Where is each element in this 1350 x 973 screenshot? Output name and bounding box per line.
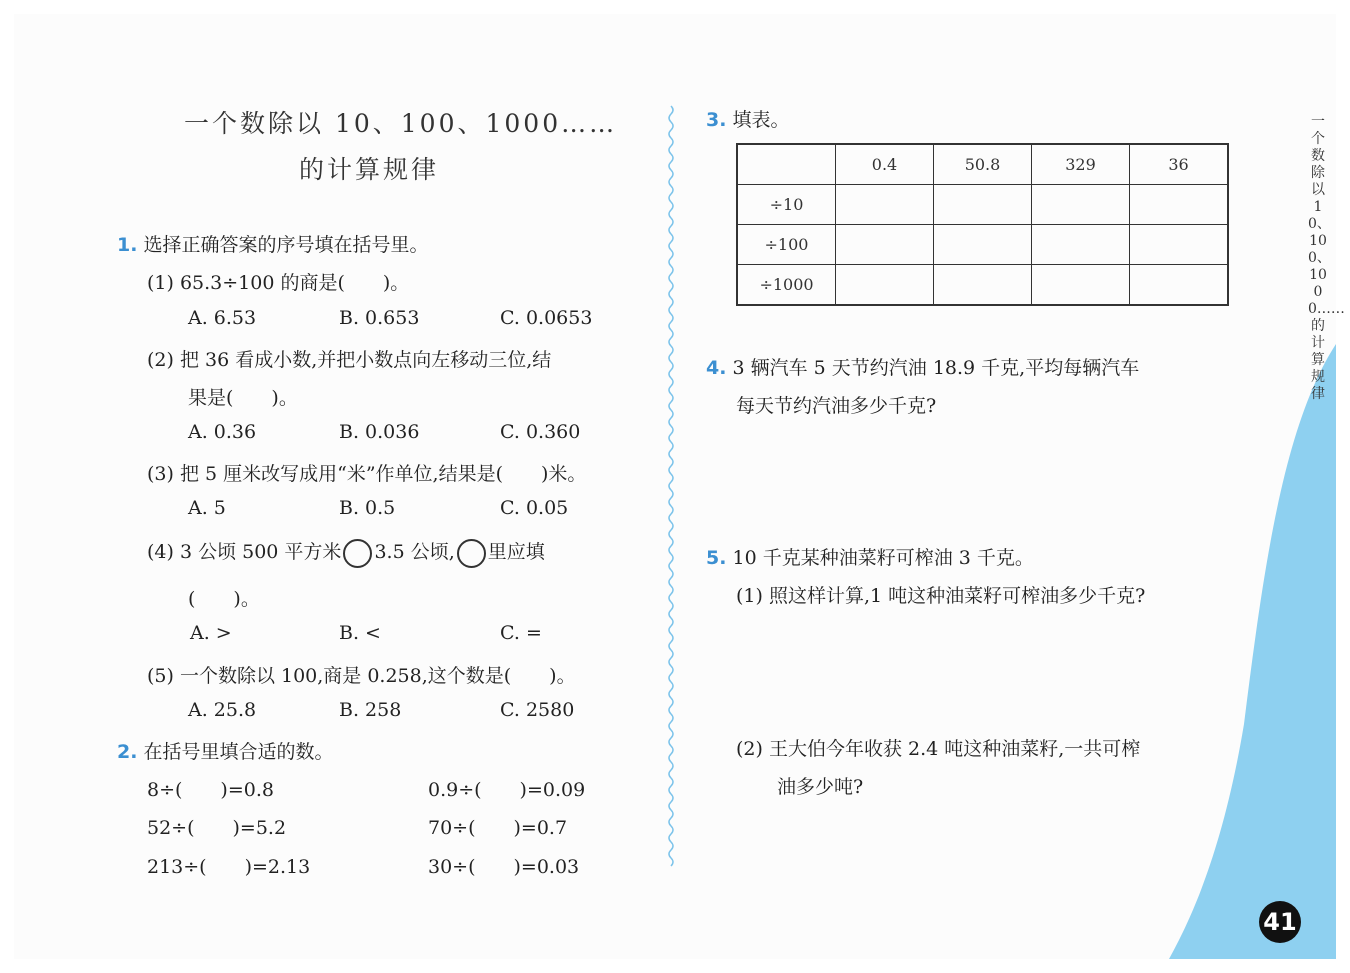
- sidebar-chapter-title: 一个数除以10、100、1000……的计算规律: [1308, 114, 1345, 402]
- q1-item-2-stem: (2) 把 36 看成小数,并把小数点向左移动三位,结: [147, 349, 552, 371]
- q1-item-3-stem: (3) 把 5 厘米改写成用“米”作单位,结果是( )米。: [147, 463, 587, 485]
- question-4-cont: 每天节约汽油多少千克?: [736, 395, 937, 417]
- answer-cell[interactable]: [1130, 185, 1229, 225]
- q1-item-3-option-b: B. 0.5: [339, 497, 396, 519]
- answer-cell[interactable]: [836, 265, 934, 306]
- q1-item-5-option-b: B. 258: [339, 699, 402, 721]
- page-title-line1: 一个数除以 10、100、1000……: [184, 109, 618, 138]
- question-number: 1.: [117, 234, 138, 256]
- answer-cell[interactable]: [1130, 265, 1229, 306]
- comparison-circle: [343, 539, 372, 568]
- q1-item-4-option-a: A. >: [190, 622, 232, 644]
- question-5: [706, 543, 1034, 570]
- table-header-cell: [737, 144, 836, 185]
- column-divider: [666, 106, 676, 866]
- answer-cell[interactable]: [934, 185, 1032, 225]
- answer-cell[interactable]: [1032, 225, 1130, 265]
- question-number: 4.: [706, 357, 727, 379]
- q5-sub-1: (1) 照这样计算,1 吨这种油菜籽可榨油多少千克?: [736, 585, 1146, 607]
- question-number: 2.: [117, 741, 138, 763]
- table-row: [737, 265, 1228, 306]
- table-row-label: ÷10: [737, 185, 836, 225]
- q1-item-3-option-a: A. 5: [188, 497, 226, 519]
- q1-item-4-stem-c: 里应填: [487, 541, 545, 563]
- table-row-label: ÷100: [737, 225, 836, 265]
- table-row: [737, 185, 1228, 225]
- page-title-line2: 的计算规律: [299, 155, 440, 184]
- question-text: 10 千克某种油菜籽可榨油 3 千克。: [732, 547, 1034, 569]
- answer-cell[interactable]: [836, 225, 934, 265]
- table-header-row: [737, 144, 1228, 185]
- question-number: 3.: [706, 109, 727, 131]
- answer-cell[interactable]: [1032, 265, 1130, 306]
- q1-item-4-option-b: B. <: [339, 622, 381, 644]
- answer-cell[interactable]: [1130, 225, 1229, 265]
- q1-item-4-option-c: C. =: [500, 622, 542, 644]
- q2-equation: 30÷( )=0.03: [428, 856, 580, 878]
- q1-item-4-stem-b: 3.5 公顷,: [374, 541, 455, 563]
- q1-item-1-option-a: A. 6.53: [188, 307, 257, 329]
- fill-in-table: [736, 143, 1229, 306]
- q2-equation: 213÷( )=2.13: [147, 856, 311, 878]
- page-number-badge: 41: [1259, 901, 1301, 943]
- q1-item-2-option-c: C. 0.360: [500, 421, 581, 443]
- question-text: 3 辆汽车 5 天节约汽油 18.9 千克,平均每辆汽车: [732, 357, 1140, 379]
- answer-cell[interactable]: [934, 265, 1032, 306]
- question-1: [117, 230, 429, 257]
- q2-equation: 0.9÷( )=0.09: [428, 779, 586, 801]
- q1-item-1-option-c: C. 0.0653: [500, 307, 593, 329]
- corner-wave-decoration: [1164, 344, 1336, 959]
- q1-item-3-option-c: C. 0.05: [500, 497, 569, 519]
- q2-equation: 52÷( )=5.2: [147, 817, 287, 839]
- answer-cell[interactable]: [934, 225, 1032, 265]
- table-header-cell: 50.8: [934, 144, 1032, 185]
- q1-item-4-stem: [147, 537, 545, 568]
- q1-item-4-stem-a: (4) 3 公顷 500 平方米: [147, 541, 342, 563]
- q1-item-1-stem: (1) 65.3÷100 的商是( )。: [147, 272, 410, 294]
- question-text: 在括号里填合适的数。: [143, 741, 334, 763]
- table-header-cell: 0.4: [836, 144, 934, 185]
- q5-sub-2-cont: 油多少吨?: [777, 776, 864, 798]
- comparison-circle: [457, 539, 486, 568]
- question-text: 填表。: [732, 109, 790, 131]
- question-number: 5.: [706, 547, 727, 569]
- q1-item-5-option-a: A. 25.8: [188, 699, 257, 721]
- q5-sub-2: (2) 王大伯今年收获 2.4 吨这种油菜籽,一共可榨: [736, 738, 1141, 760]
- q1-item-4-stem-cont: ( )。: [188, 588, 260, 610]
- q1-item-2-option-a: A. 0.36: [188, 421, 257, 443]
- table-row-label: ÷1000: [737, 265, 836, 306]
- q1-item-5-option-c: C. 2580: [500, 699, 575, 721]
- table-row: [737, 225, 1228, 265]
- q1-item-2-stem-cont: 果是( )。: [188, 387, 298, 409]
- q2-equation: 70÷( )=0.7: [428, 817, 568, 839]
- answer-cell[interactable]: [1032, 185, 1130, 225]
- answer-cell[interactable]: [836, 185, 934, 225]
- q1-item-2-option-b: B. 0.036: [339, 421, 420, 443]
- q1-item-1-option-b: B. 0.653: [339, 307, 420, 329]
- q1-item-5-stem: (5) 一个数除以 100,商是 0.258,这个数是( )。: [147, 665, 576, 687]
- question-2: [117, 737, 334, 764]
- question-4: [706, 353, 1139, 380]
- question-text: 选择正确答案的序号填在括号里。: [143, 234, 429, 256]
- question-3: [706, 105, 790, 132]
- table-header-cell: 329: [1032, 144, 1130, 185]
- table-header-cell: 36: [1130, 144, 1229, 185]
- q2-equation: 8÷( )=0.8: [147, 779, 274, 801]
- workbook-page: [14, 14, 1345, 959]
